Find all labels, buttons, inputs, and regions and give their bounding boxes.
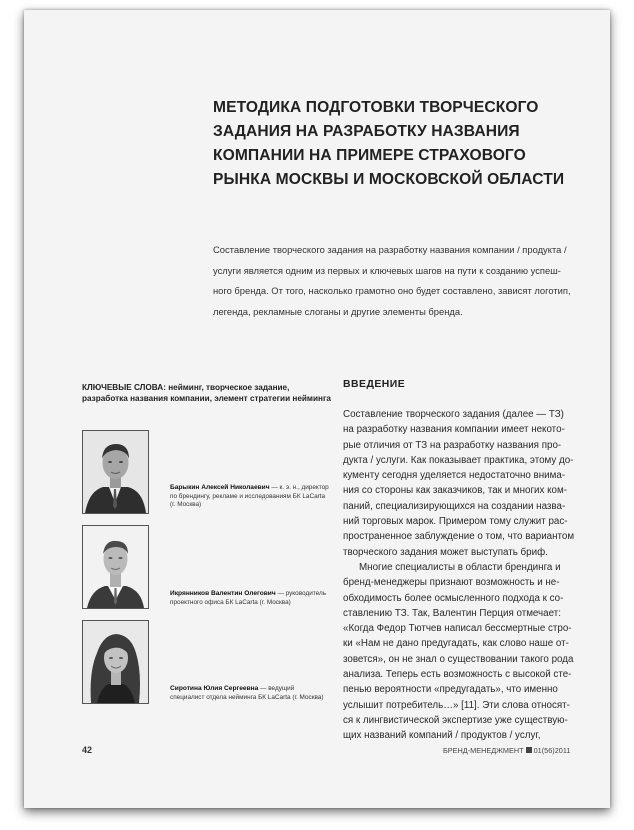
body-line: бренд-менеджеры признают возможность и не- [343,577,560,589]
square-separator-icon [526,747,532,753]
title-line: ЗАДАНИЯ НА РАЗРАБОТКУ НАЗВАНИЯ [213,123,520,140]
body-line: дукта / услуги. Как показывает практика, этому до- [343,454,574,466]
author-info [170,590,330,607]
article-lead [213,240,593,322]
body-line: ния со стороны как заказчиков, так и многих ком- [343,485,567,497]
author-info [170,685,330,702]
body-line: обходимость более осмысленного подхода к со- [343,592,564,604]
author-description: — ведущий специалист отдела нейминга БК LaCarta (г. Москва) [170,685,324,701]
body-line: кументу сегодня уделяется недостаточно внима- [343,470,566,482]
page-number: 42 [82,745,93,755]
body-line: услышит потребитель…» [11]. Эти слова относят- [343,699,570,711]
body-line: творческого задания может выступать бриф. [343,546,548,558]
lead-line: Составление творческого задания на разработку названия компании / продукта / [213,244,567,255]
journal-name: БРЕНД-МЕНЕДЖМЕНТ [443,746,524,755]
keywords [82,382,332,404]
body-line: ки «Нам не дано предугадать, как слово наше от- [343,638,569,650]
journal-footer [443,746,570,755]
author-name: Икрянников Валентин Олегович [170,590,276,597]
journal-issue: 01(56)2011 [533,746,571,755]
keywords-label: КЛЮЧЕВЫЕ СЛОВА: [82,383,166,392]
keywords-text: нейминг, творческое задание, разработка названия компании, элемент стратегии нейминга [82,383,331,403]
lead-line: услуги является одним из первых и ключевых шагов на пути к созданию успеш- [213,264,561,276]
body-line: рые отличия от ТЗ на разработку названия про- [343,439,562,451]
author-description: — к. э. н., директор по брендингу, рекламе и исследованиям БК LaCarta (г. Москва) [170,484,329,508]
author-name: Барыкин Алексей Николаевич [170,484,270,491]
body-line: Составление творческого задания (далее — ТЗ) [343,409,564,420]
author-photo [82,620,149,704]
body-line: пенью вероятности «предугадать», что именно [343,684,558,696]
body-line: пространенное заблуждение о том, что вариантом [343,531,575,543]
title-line: КОМПАНИИ НА ПРИМЕРЕ СТРАХОВОГО [213,147,526,164]
lead-line: ного бренда. От того, насколько грамотно оно будет составлено, зависят логотип, [213,285,571,296]
body-line: зовется», он не знал о существовании такого рода [343,653,574,665]
author-description: — руководитель проектного офиса БК LaCarta (г. Москва) [170,590,327,606]
introduction-heading: ВВЕДЕНИЕ [343,379,406,390]
lead-line: легенда, рекламные слоганы и другие элементы бренда. [213,305,463,317]
body-line: ставлению ТЗ. Так, Валентин Перция отмечает: [343,607,561,619]
body-line: на разработку названия компании имеет некото- [343,424,565,436]
body-line: щих названий компаний / продуктов / услуг, [343,730,541,742]
title-line: РЫНКА МОСКВЫ И МОСКОВСКОЙ ОБЛАСТИ [213,171,565,188]
body-line: анализа. Теперь есть возможность с высокой сте- [343,669,572,681]
author-name: Сиротина Юлия Сергеевна [170,685,259,692]
author-photo [82,525,149,609]
body-line: ний торговых марок. Примером тому служит рас- [343,516,568,528]
author-info [170,484,330,510]
body-line: ся к лингвистической экспертизе уже существую- [343,714,568,726]
article-title [213,96,593,192]
author-photo [82,430,149,514]
introduction-text [343,407,593,744]
body-line: «Когда Федор Тютчев написал бессмертные стро- [343,623,572,635]
body-line: Многие специалисты в области брендинга и [359,561,561,573]
title-line: МЕТОДИКА ПОДГОТОВКИ ТВОРЧЕСКОГО [213,99,539,116]
body-line: паний, специализирующихся на создании назва- [343,500,566,512]
